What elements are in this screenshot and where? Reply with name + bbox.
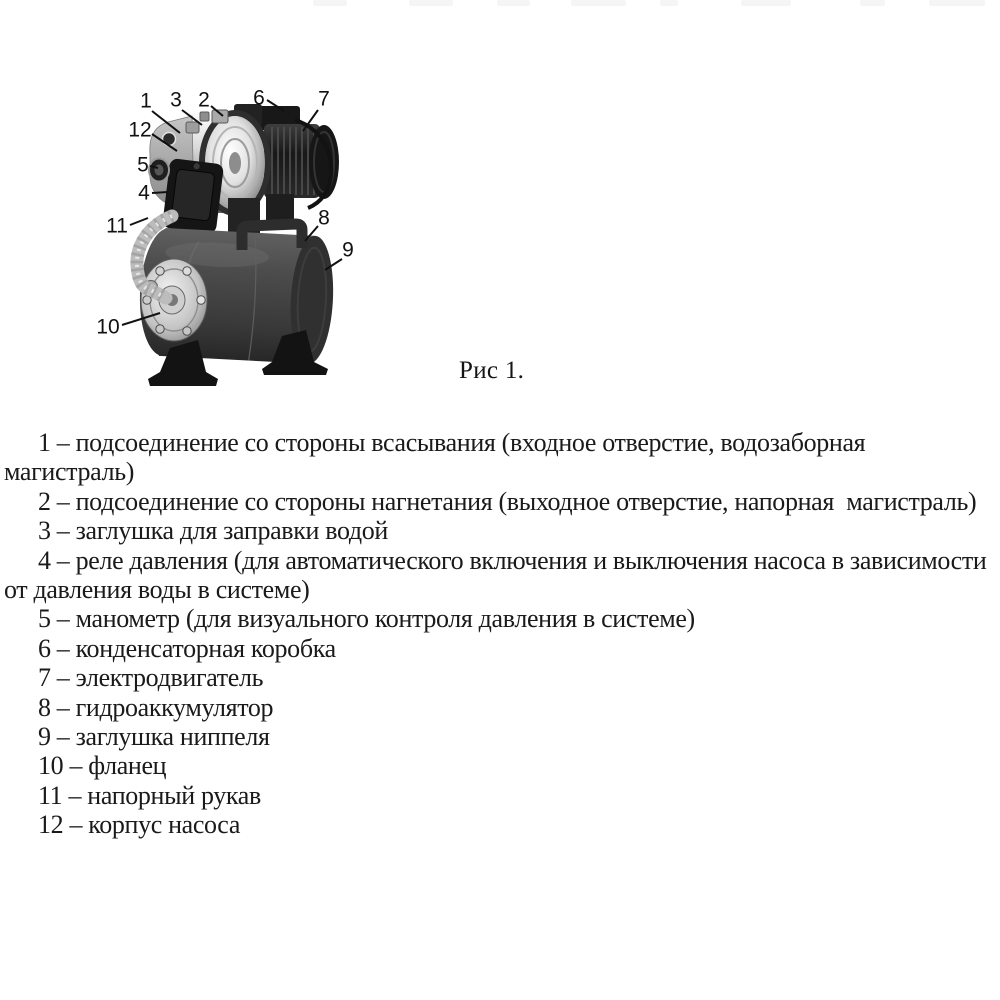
legend-line: 4 – реле давления (для автоматического включения и выключения насоса в зависимости — [38, 545, 987, 575]
legend-line: 11 – напорный рукав — [38, 780, 261, 810]
legend-line: 3 – заглушка для заправки водой — [38, 516, 388, 546]
tank-flange — [141, 259, 207, 341]
legend-line: 2 – подсоединение со стороны нагнетания (выходное отверстие, напорная магистраль) — [38, 486, 977, 516]
legend-line: 10 – фланец — [38, 751, 167, 781]
discharge-port — [212, 110, 228, 123]
legend-line: 5 – манометр (для визуального контроля давления в системе) — [38, 604, 695, 634]
callout-label-9: 9 — [342, 238, 354, 262]
flange-bolt — [183, 267, 191, 275]
callout-label-7: 7 — [318, 87, 330, 111]
flange-bolt — [197, 296, 205, 304]
fill-plug — [186, 122, 199, 133]
flange-bolt — [143, 296, 151, 304]
callout-label-2: 2 — [198, 88, 210, 112]
callout-label-5: 5 — [137, 153, 149, 177]
flange-bolt — [183, 327, 191, 335]
pressure-gauge — [149, 159, 169, 182]
callout-label-1: 1 — [140, 89, 152, 113]
callout-label-11: 11 — [106, 214, 128, 238]
legend-list — [4, 428, 998, 839]
flange-bolt — [156, 267, 164, 275]
callout-label-10: 10 — [96, 315, 120, 339]
callout-label-12: 12 — [128, 118, 152, 142]
legend-line: 6 – конденсаторная коробка — [38, 633, 336, 663]
legend-line: 12 – корпус насоса — [38, 810, 241, 840]
legend-line: 8 – гидроаккумулятор — [38, 692, 274, 722]
callout-label-8: 8 — [318, 206, 330, 230]
top-fitting — [200, 112, 209, 121]
flange-bolt — [156, 325, 164, 333]
callout-label-3: 3 — [170, 88, 182, 112]
legend-line: 9 – заглушка ниппеля — [38, 721, 270, 751]
pump-photo — [85, 78, 405, 398]
callout-label-4: 4 — [138, 181, 150, 205]
callout-leader-4 — [152, 192, 168, 193]
legend-line: магистраль) — [4, 457, 135, 487]
callout-label-6: 6 — [253, 86, 265, 110]
pump-figure — [0, 0, 1000, 420]
legend-line: от давления воды в системе) — [4, 574, 310, 604]
legend-line: 1 – подсоединение со стороны всасывания (входное отверстие, водозаборная — [38, 428, 866, 457]
figure-caption: Рис 1. — [459, 357, 525, 384]
legend-line: 7 – электродвигатель — [38, 663, 264, 693]
callout-leader-11 — [130, 218, 148, 225]
